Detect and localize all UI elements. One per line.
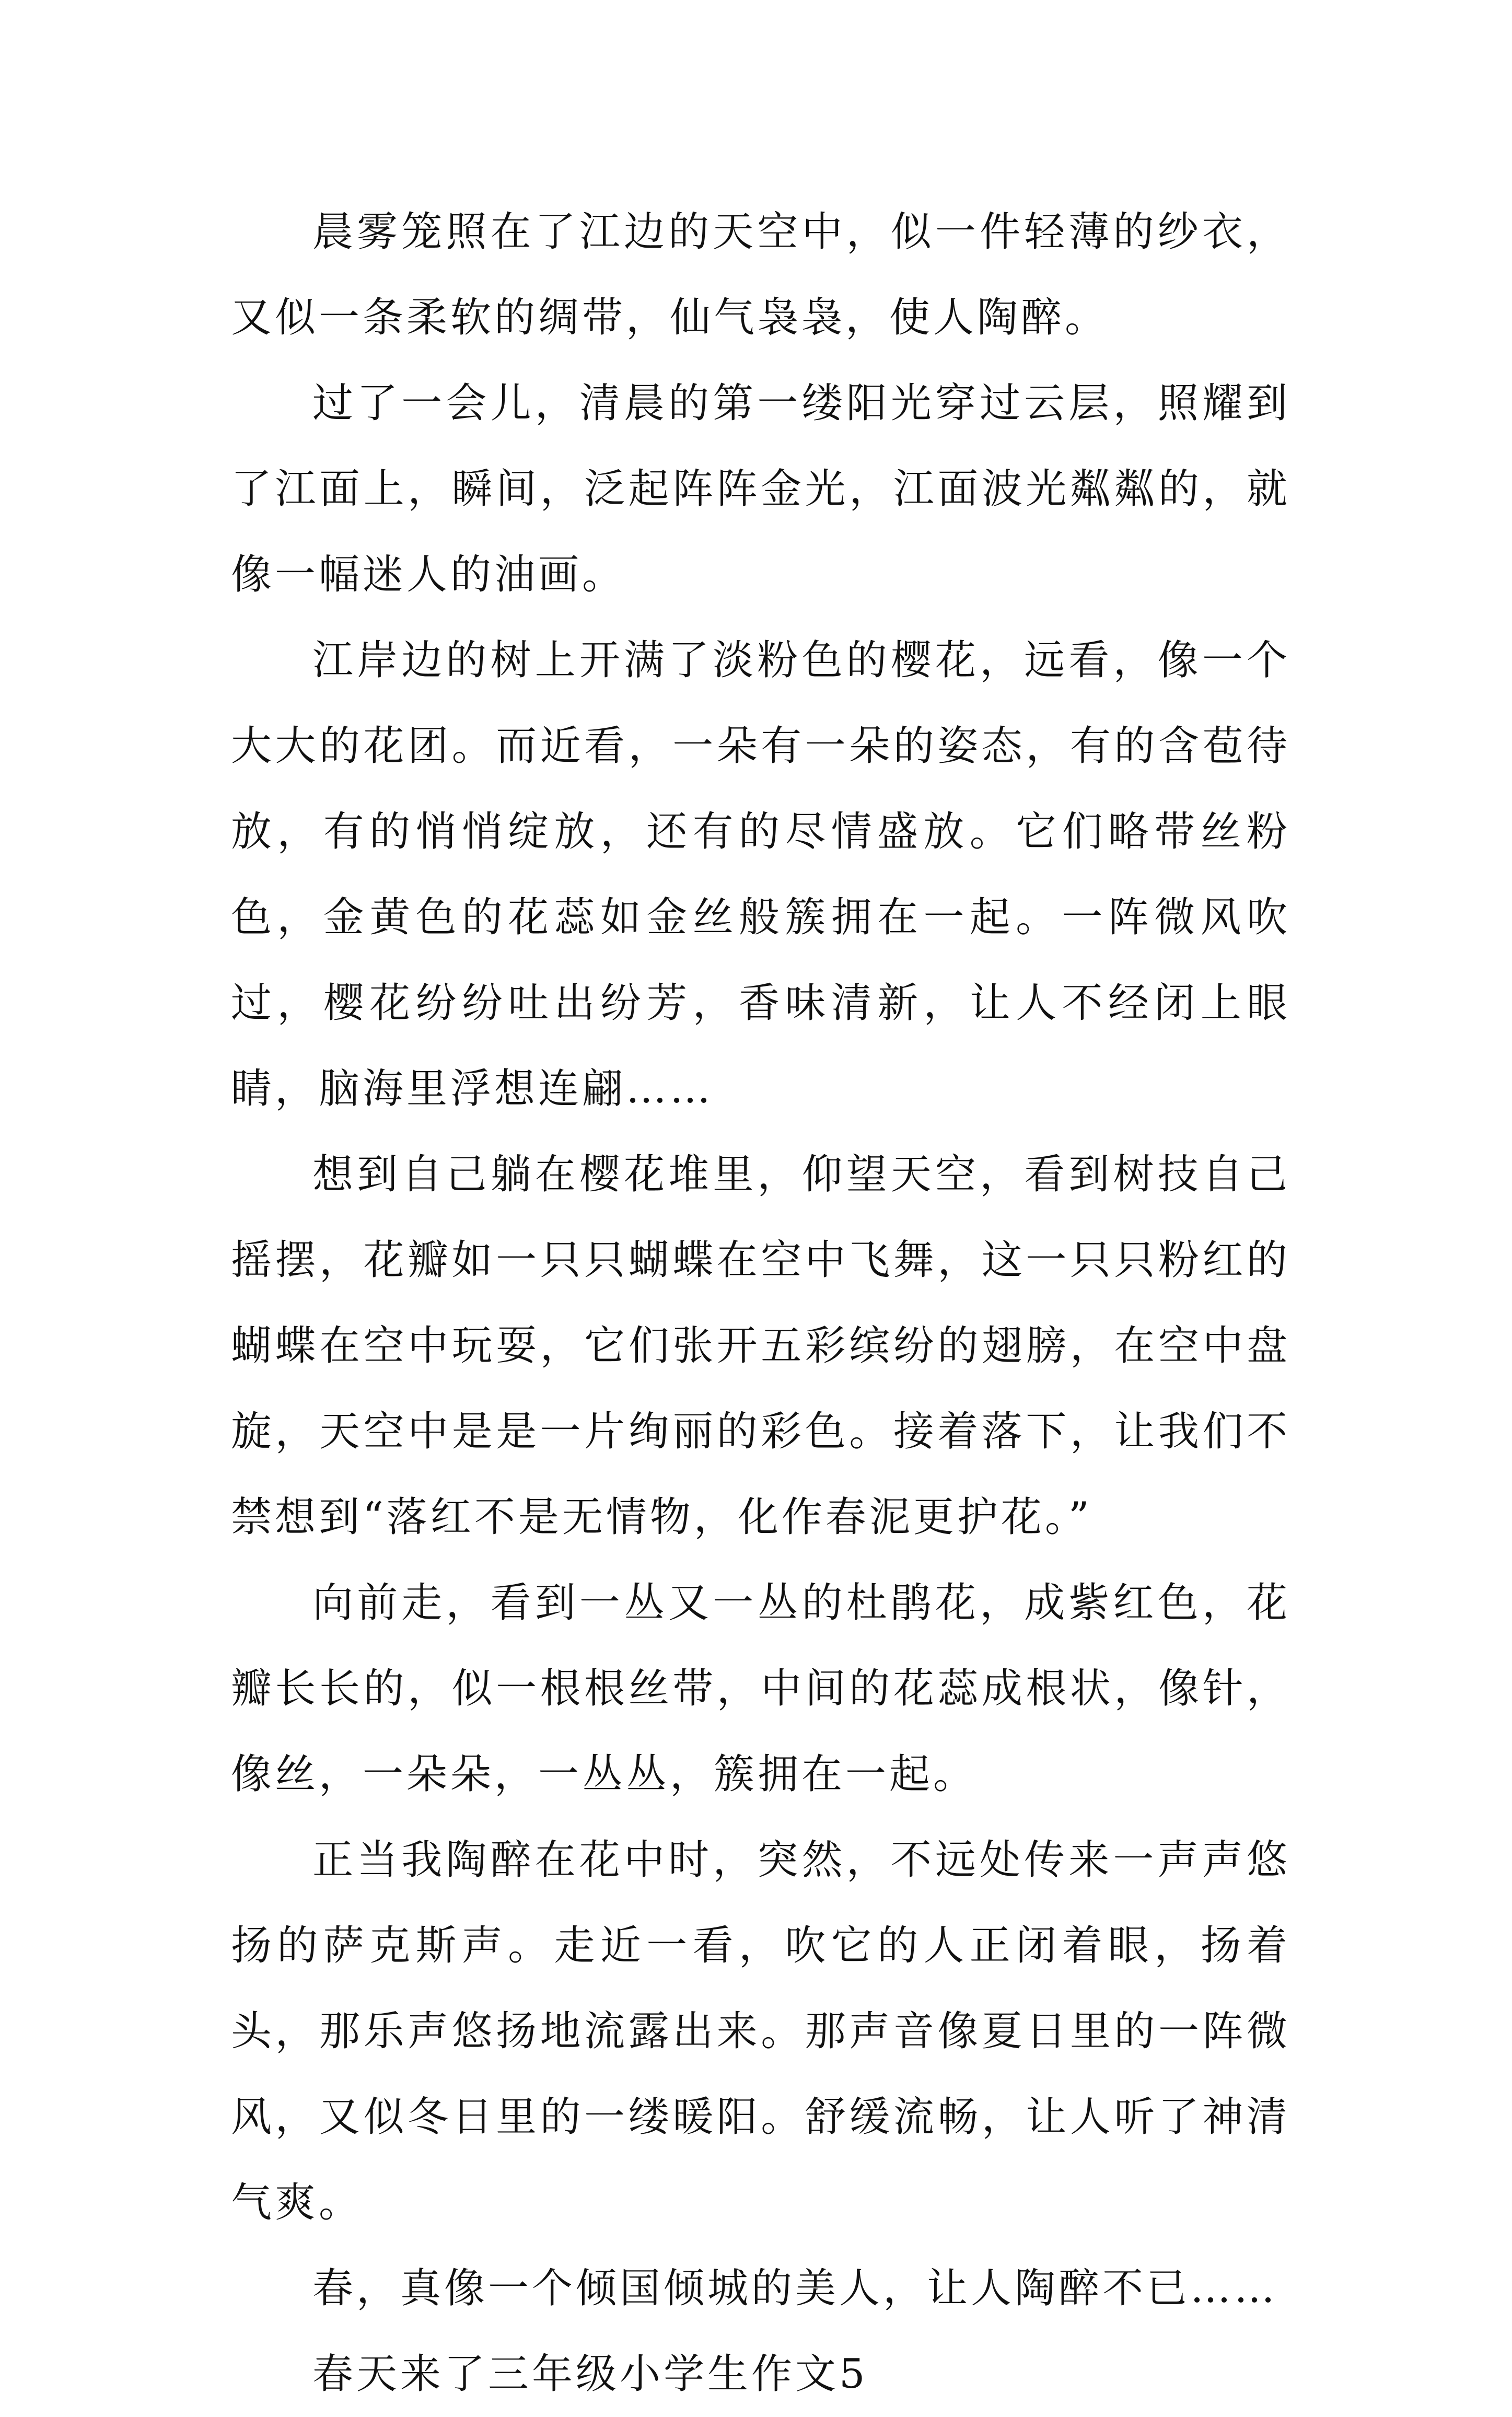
paragraph-cherry-blossoms: 江岸边的树上开满了淡粉色的樱花，远看，像一个大大的花团。而近看，一朵有一朵的姿态，有的含苞待放，有的悄悄绽放，还有的尽情盛放。它们略带丝粉色，金黄色的花蕊如金丝般簇拥在一起。一阵微风吹过，樱花纷纷吐出纷芳，香味清新，让人不经闭上眼睛，脑海里浮想连翩…… xyxy=(231,637,1290,1112)
paragraph-daydream: 想到自己躺在樱花堆里，仰望天空，看到树技自己摇摆，花瓣如一只只蝴蝶在空中飞舞，这一只只粉红的蝴蝶在空中玩耍，它们张开五彩缤纷的翅膀，在空中盘旋，天空中是是一片绚丽的彩色。接着落下，让我们不禁想到“落红不是无情物，化作春泥更护花。” xyxy=(231,1151,1290,1541)
essay-body xyxy=(231,189,1290,2417)
paragraph-saxophone: 正当我陶醉在花中时，突然，不远处传来一声声悠扬的萨克斯声。走近一看，吹它的人正闭着眼，扬着头，那乐声悠扬地流露出来。那声音像夏日里的一阵微风，又似冬日里的一缕暖阳。舒缓流畅，让人听了神清气爽。 xyxy=(231,1837,1290,2226)
next-essay-title: 春天来了三年级小学生作文5 xyxy=(312,2351,868,2398)
paragraph-morning-mist: 晨雾笼照在了江边的天空中，似一件轻薄的纱衣，又似一条柔软的绸带，仙气袅袅，使人陶醉。 xyxy=(231,208,1290,341)
paragraph-conclusion: 春，真像一个倾国倾城的美人，让人陶醉不已…… xyxy=(312,2265,1278,2312)
paragraph-first-sunlight: 过了一会儿，清晨的第一缕阳光穿过云层，照耀到了江面上，瞬间，泛起阵阵金光，江面波光粼粼的，就像一幅迷人的油画。 xyxy=(231,380,1290,598)
paragraph-azaleas: 向前走，看到一丛又一丛的杜鹃花，成紫红色，花瓣长长的，似一根根丝带，中间的花蕊成根状，像针，像丝，一朵朵，一丛丛，簇拥在一起。 xyxy=(231,1579,1290,1798)
